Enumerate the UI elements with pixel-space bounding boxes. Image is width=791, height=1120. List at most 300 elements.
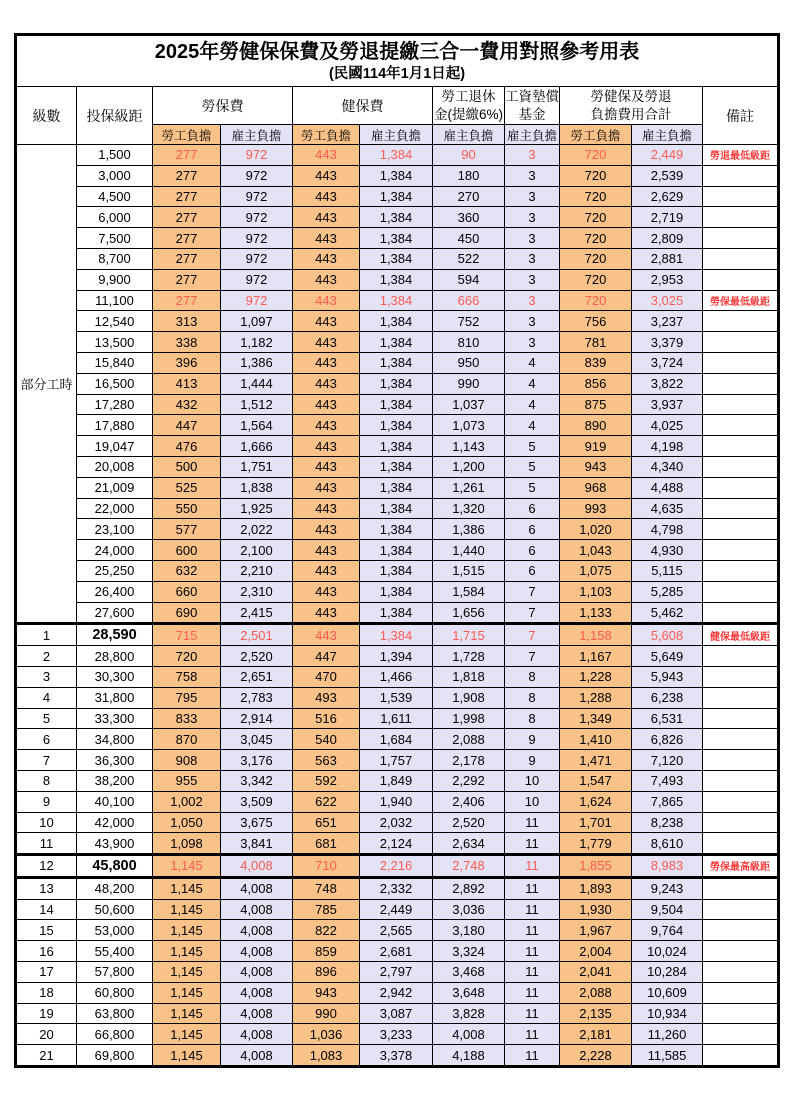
cell-li-er: 1,564: [221, 415, 293, 436]
cell-remark: [703, 228, 779, 249]
table-row: [16, 165, 779, 186]
cell-tot-er: 3,724: [632, 352, 703, 373]
cell-hi-er: 1,384: [360, 145, 433, 166]
cell-pen-er: 810: [433, 332, 505, 353]
cell-wf-er: 5: [505, 477, 560, 498]
cell-pen-er: 2,292: [433, 770, 505, 791]
cell-hi-er: 1,384: [360, 540, 433, 561]
cell-remark: [703, 207, 779, 228]
cell-li-er: 3,509: [221, 791, 293, 812]
col-header-wage-fund: 工資墊償 基金: [505, 87, 560, 125]
cell-hi-er: 1,384: [360, 519, 433, 540]
table-row: [16, 877, 779, 899]
cell-li-emp: 277: [153, 290, 221, 311]
cell-hi-emp: 943: [293, 982, 360, 1003]
col-header-labor-fee: 勞保費: [153, 87, 293, 125]
table-row: [16, 791, 779, 812]
cell-pen-er: 1,728: [433, 646, 505, 667]
table-row: [16, 729, 779, 750]
cell-hi-emp: 443: [293, 581, 360, 602]
cell-hi-emp: 470: [293, 666, 360, 687]
cell-tot-er: 2,539: [632, 165, 703, 186]
subheader-health-employer: 雇主負擔: [360, 125, 433, 145]
cell-hi-er: 1,384: [360, 394, 433, 415]
cell-li-er: 972: [221, 145, 293, 166]
cell-li-er: 4,008: [221, 941, 293, 962]
cell-hi-emp: 822: [293, 920, 360, 941]
cell-bracket: 66,800: [77, 1024, 153, 1045]
cell-remark: [703, 186, 779, 207]
table-row: [16, 373, 779, 394]
cell-li-er: 2,783: [221, 687, 293, 708]
cell-hi-emp: 563: [293, 750, 360, 771]
cell-tot-emp: 1,471: [560, 750, 632, 771]
cell-hi-er: 1,384: [360, 352, 433, 373]
cell-tot-emp: 1,967: [560, 920, 632, 941]
cell-hi-er: 1,384: [360, 581, 433, 602]
cell-hi-emp: 443: [293, 498, 360, 519]
cell-tot-emp: 1,410: [560, 729, 632, 750]
table-row: [16, 920, 779, 941]
cell-li-er: 4,008: [221, 920, 293, 941]
cell-wf-er: 3: [505, 248, 560, 269]
cell-tot-emp: 1,043: [560, 540, 632, 561]
cell-pen-er: 1,200: [433, 456, 505, 477]
cell-li-emp: 632: [153, 560, 221, 581]
cell-bracket: 16,500: [77, 373, 153, 394]
cell-li-emp: 795: [153, 687, 221, 708]
cell-li-emp: 413: [153, 373, 221, 394]
cell-level: 19: [16, 1003, 77, 1024]
cell-remark: 勞保最高級距: [703, 855, 779, 878]
cell-pen-er: 752: [433, 311, 505, 332]
cell-hi-emp: 443: [293, 456, 360, 477]
cell-remark: 勞保最低級距: [703, 290, 779, 311]
cell-tot-emp: 720: [560, 290, 632, 311]
cell-tot-er: 3,822: [632, 373, 703, 394]
cell-tot-er: 5,608: [632, 624, 703, 646]
cell-li-emp: 758: [153, 666, 221, 687]
cell-pen-er: 4,188: [433, 1045, 505, 1067]
cell-li-emp: 277: [153, 186, 221, 207]
table-row: [16, 519, 779, 540]
cell-pen-er: 3,180: [433, 920, 505, 941]
cell-pen-er: 1,320: [433, 498, 505, 519]
cell-wf-er: 11: [505, 941, 560, 962]
cell-li-emp: 525: [153, 477, 221, 498]
cell-wf-er: 7: [505, 624, 560, 646]
cell-hi-emp: 447: [293, 646, 360, 667]
cell-hi-er: 1,757: [360, 750, 433, 771]
cell-level: 9: [16, 791, 77, 812]
table-row: [16, 1024, 779, 1045]
cell-li-er: 972: [221, 228, 293, 249]
cell-tot-er: 4,025: [632, 415, 703, 436]
cell-bracket: 40,100: [77, 791, 153, 812]
cell-tot-emp: 1,228: [560, 666, 632, 687]
cell-li-er: 972: [221, 269, 293, 290]
cell-hi-emp: 443: [293, 477, 360, 498]
cell-bracket: 17,280: [77, 394, 153, 415]
cell-li-er: 1,386: [221, 352, 293, 373]
cell-hi-emp: 710: [293, 855, 360, 878]
cell-li-er: 3,176: [221, 750, 293, 771]
cell-wf-er: 3: [505, 332, 560, 353]
cell-hi-emp: 443: [293, 207, 360, 228]
col-header-level: 級數: [16, 87, 77, 145]
cell-pen-er: 3,648: [433, 982, 505, 1003]
cell-wf-er: 6: [505, 498, 560, 519]
cell-bracket: 19,047: [77, 436, 153, 457]
cell-tot-er: 8,610: [632, 833, 703, 855]
cell-pen-er: 1,037: [433, 394, 505, 415]
cell-li-er: 2,210: [221, 560, 293, 581]
cell-hi-er: 1,384: [360, 186, 433, 207]
cell-li-emp: 1,145: [153, 899, 221, 920]
cell-li-er: 1,925: [221, 498, 293, 519]
cell-tot-emp: 720: [560, 186, 632, 207]
cell-hi-er: 1,384: [360, 456, 433, 477]
cell-bracket: 1,500: [77, 145, 153, 166]
table-row: [16, 290, 779, 311]
cell-tot-emp: 1,855: [560, 855, 632, 878]
cell-hi-emp: 540: [293, 729, 360, 750]
cell-li-emp: 1,145: [153, 855, 221, 878]
cell-li-emp: 277: [153, 269, 221, 290]
cell-li-er: 4,008: [221, 982, 293, 1003]
cell-tot-emp: 2,228: [560, 1045, 632, 1067]
cell-bracket: 23,100: [77, 519, 153, 540]
cell-level: 3: [16, 666, 77, 687]
cell-wf-er: 3: [505, 290, 560, 311]
cell-hi-emp: 443: [293, 560, 360, 581]
cell-remark: [703, 311, 779, 332]
cell-tot-emp: 2,004: [560, 941, 632, 962]
cell-bracket: 25,250: [77, 560, 153, 581]
cell-tot-emp: 968: [560, 477, 632, 498]
cell-li-emp: 338: [153, 332, 221, 353]
cell-hi-er: 1,466: [360, 666, 433, 687]
col-header-total: 勞健保及勞退 負擔費用合計: [560, 87, 703, 125]
cell-li-emp: 432: [153, 394, 221, 415]
cell-tot-er: 3,025: [632, 290, 703, 311]
cell-hi-emp: 443: [293, 394, 360, 415]
cell-hi-emp: 443: [293, 248, 360, 269]
cell-li-emp: 313: [153, 311, 221, 332]
cell-remark: [703, 708, 779, 729]
cell-hi-er: 2,124: [360, 833, 433, 855]
cell-hi-emp: 681: [293, 833, 360, 855]
cell-hi-emp: 443: [293, 602, 360, 624]
cell-tot-er: 9,243: [632, 877, 703, 899]
table-row: [16, 352, 779, 373]
cell-remark: [703, 791, 779, 812]
cell-wf-er: 11: [505, 899, 560, 920]
cell-remark: [703, 394, 779, 415]
cell-remark: [703, 687, 779, 708]
col-header-health-fee: 健保費: [293, 87, 433, 125]
cell-tot-er: 7,493: [632, 770, 703, 791]
cell-tot-er: 11,260: [632, 1024, 703, 1045]
cell-tot-emp: 2,088: [560, 982, 632, 1003]
cell-hi-er: 2,797: [360, 962, 433, 983]
cell-level: 13: [16, 877, 77, 899]
table-row: [16, 477, 779, 498]
cell-remark: [703, 750, 779, 771]
cell-li-er: 2,651: [221, 666, 293, 687]
cell-level: 21: [16, 1045, 77, 1067]
cell-level: 20: [16, 1024, 77, 1045]
cell-bracket: 63,800: [77, 1003, 153, 1024]
cell-li-er: 2,520: [221, 646, 293, 667]
cell-bracket: 13,500: [77, 332, 153, 353]
cell-remark: [703, 269, 779, 290]
cell-li-emp: 870: [153, 729, 221, 750]
table-row: [16, 1003, 779, 1024]
cell-li-er: 1,751: [221, 456, 293, 477]
table-row: [16, 248, 779, 269]
cell-li-er: 4,008: [221, 855, 293, 878]
cell-bracket: 11,100: [77, 290, 153, 311]
cell-hi-emp: 443: [293, 540, 360, 561]
cell-hi-emp: 443: [293, 228, 360, 249]
cell-hi-emp: 443: [293, 519, 360, 540]
cell-tot-er: 4,198: [632, 436, 703, 457]
table-row: [16, 833, 779, 855]
cell-pen-er: 2,178: [433, 750, 505, 771]
subheader-pension-employer: 雇主負擔: [433, 125, 505, 145]
cell-wf-er: 11: [505, 833, 560, 855]
cell-pen-er: 522: [433, 248, 505, 269]
cell-tot-er: 10,609: [632, 982, 703, 1003]
col-header-pension: 勞工退休 金(提繳6%): [433, 87, 505, 125]
cell-tot-er: 2,809: [632, 228, 703, 249]
cell-level: 12: [16, 855, 77, 878]
subheader-health-employee: 勞工負擔: [293, 125, 360, 145]
cell-hi-er: 1,384: [360, 477, 433, 498]
cell-pen-er: 2,634: [433, 833, 505, 855]
table-row: [16, 415, 779, 436]
cell-pen-er: 270: [433, 186, 505, 207]
cell-hi-er: 3,087: [360, 1003, 433, 1024]
cell-bracket: 6,000: [77, 207, 153, 228]
premium-table: [14, 33, 780, 1068]
cell-wf-er: 6: [505, 540, 560, 561]
cell-tot-emp: 756: [560, 311, 632, 332]
cell-tot-emp: 1,624: [560, 791, 632, 812]
cell-tot-emp: 993: [560, 498, 632, 519]
cell-bracket: 38,200: [77, 770, 153, 791]
cell-tot-er: 8,983: [632, 855, 703, 878]
cell-bracket: 69,800: [77, 1045, 153, 1067]
cell-tot-emp: 720: [560, 165, 632, 186]
table-row: [16, 1045, 779, 1067]
cell-li-er: 4,008: [221, 1003, 293, 1024]
cell-tot-er: 2,953: [632, 269, 703, 290]
cell-remark: 勞退最低級距: [703, 145, 779, 166]
cell-wf-er: 9: [505, 750, 560, 771]
cell-tot-er: 11,585: [632, 1045, 703, 1067]
cell-tot-er: 6,531: [632, 708, 703, 729]
cell-bracket: 36,300: [77, 750, 153, 771]
cell-pen-er: 950: [433, 352, 505, 373]
subheader-labor-employee: 勞工負擔: [153, 125, 221, 145]
cell-wf-er: 11: [505, 1045, 560, 1067]
cell-tot-er: 9,764: [632, 920, 703, 941]
cell-wf-er: 8: [505, 708, 560, 729]
cell-hi-emp: 443: [293, 290, 360, 311]
cell-tot-emp: 1,158: [560, 624, 632, 646]
cell-hi-er: 2,216: [360, 855, 433, 878]
cell-remark: [703, 560, 779, 581]
cell-level: 15: [16, 920, 77, 941]
cell-tot-emp: 1,103: [560, 581, 632, 602]
cell-wf-er: 6: [505, 519, 560, 540]
cell-hi-emp: 493: [293, 687, 360, 708]
cell-pen-er: 1,440: [433, 540, 505, 561]
cell-level: 4: [16, 687, 77, 708]
cell-pen-er: 90: [433, 145, 505, 166]
cell-pen-er: 3,468: [433, 962, 505, 983]
cell-bracket: 45,800: [77, 855, 153, 878]
cell-hi-er: 1,384: [360, 207, 433, 228]
cell-li-er: 2,914: [221, 708, 293, 729]
cell-pen-er: 3,036: [433, 899, 505, 920]
cell-bracket: 48,200: [77, 877, 153, 899]
cell-li-er: 1,182: [221, 332, 293, 353]
cell-li-er: 2,022: [221, 519, 293, 540]
cell-level: 14: [16, 899, 77, 920]
cell-remark: [703, 1045, 779, 1067]
cell-tot-er: 6,238: [632, 687, 703, 708]
cell-level: 6: [16, 729, 77, 750]
cell-tot-er: 2,629: [632, 186, 703, 207]
cell-remark: 健保最低級距: [703, 624, 779, 646]
cell-tot-emp: 919: [560, 436, 632, 457]
cell-remark: [703, 373, 779, 394]
cell-tot-er: 3,937: [632, 394, 703, 415]
cell-hi-emp: 443: [293, 436, 360, 457]
cell-pen-er: 1,515: [433, 560, 505, 581]
cell-hi-er: 1,611: [360, 708, 433, 729]
cell-bracket: 7,500: [77, 228, 153, 249]
cell-remark: [703, 352, 779, 373]
cell-li-er: 2,415: [221, 602, 293, 624]
title-cell: [16, 35, 779, 87]
cell-pen-er: 2,892: [433, 877, 505, 899]
cell-hi-emp: 592: [293, 770, 360, 791]
table-row: [16, 770, 779, 791]
cell-wf-er: 3: [505, 311, 560, 332]
cell-pen-er: 450: [433, 228, 505, 249]
cell-li-emp: 833: [153, 708, 221, 729]
table-row: [16, 311, 779, 332]
table-row: [16, 145, 779, 166]
subheader-total-employer: 雇主負擔: [632, 125, 703, 145]
table-row: [16, 602, 779, 624]
cell-remark: [703, 415, 779, 436]
cell-tot-emp: 1,779: [560, 833, 632, 855]
cell-hi-er: 2,942: [360, 982, 433, 1003]
cell-pen-er: 1,998: [433, 708, 505, 729]
cell-hi-emp: 1,083: [293, 1045, 360, 1067]
table-row: [16, 228, 779, 249]
cell-pen-er: 1,143: [433, 436, 505, 457]
cell-tot-emp: 2,181: [560, 1024, 632, 1045]
cell-bracket: 24,000: [77, 540, 153, 561]
cell-hi-er: 1,539: [360, 687, 433, 708]
cell-tot-er: 10,024: [632, 941, 703, 962]
cell-wf-er: 11: [505, 920, 560, 941]
cell-pen-er: 990: [433, 373, 505, 394]
cell-remark: [703, 498, 779, 519]
cell-li-er: 4,008: [221, 1045, 293, 1067]
cell-wf-er: 11: [505, 812, 560, 833]
cell-li-emp: 277: [153, 165, 221, 186]
cell-pen-er: 666: [433, 290, 505, 311]
cell-wf-er: 8: [505, 666, 560, 687]
cell-tot-emp: 839: [560, 352, 632, 373]
cell-pen-er: 594: [433, 269, 505, 290]
table-row: [16, 456, 779, 477]
part-time-label: 部分工時: [16, 145, 77, 624]
table-row: [16, 941, 779, 962]
cell-level: 17: [16, 962, 77, 983]
cell-hi-er: 1,384: [360, 373, 433, 394]
cell-hi-er: 3,378: [360, 1045, 433, 1067]
cell-bracket: 22,000: [77, 498, 153, 519]
subheader-total-employee: 勞工負擔: [560, 125, 632, 145]
table-row: [16, 436, 779, 457]
cell-remark: [703, 436, 779, 457]
cell-li-emp: 1,145: [153, 982, 221, 1003]
cell-li-er: 4,008: [221, 1024, 293, 1045]
table-row: [16, 498, 779, 519]
cell-tot-emp: 1,075: [560, 560, 632, 581]
cell-li-emp: 1,145: [153, 962, 221, 983]
cell-hi-er: 1,849: [360, 770, 433, 791]
cell-tot-emp: 1,893: [560, 877, 632, 899]
cell-bracket: 57,800: [77, 962, 153, 983]
cell-remark: [703, 332, 779, 353]
table-row: [16, 687, 779, 708]
table-row: [16, 646, 779, 667]
cell-pen-er: 4,008: [433, 1024, 505, 1045]
cell-remark: [703, 646, 779, 667]
cell-tot-emp: 1,547: [560, 770, 632, 791]
cell-bracket: 33,300: [77, 708, 153, 729]
table-row: [16, 855, 779, 878]
cell-hi-er: 1,384: [360, 228, 433, 249]
cell-remark: [703, 941, 779, 962]
cell-tot-er: 4,930: [632, 540, 703, 561]
cell-li-emp: 690: [153, 602, 221, 624]
cell-remark: [703, 248, 779, 269]
cell-remark: [703, 165, 779, 186]
cell-li-er: 972: [221, 290, 293, 311]
cell-level: 1: [16, 624, 77, 646]
cell-li-er: 1,444: [221, 373, 293, 394]
cell-level: 5: [16, 708, 77, 729]
cell-tot-emp: 720: [560, 207, 632, 228]
cell-li-er: 3,675: [221, 812, 293, 833]
cell-tot-er: 5,649: [632, 646, 703, 667]
cell-li-emp: 660: [153, 581, 221, 602]
cell-hi-er: 1,384: [360, 624, 433, 646]
cell-li-emp: 908: [153, 750, 221, 771]
cell-pen-er: 2,406: [433, 791, 505, 812]
cell-bracket: 3,000: [77, 165, 153, 186]
